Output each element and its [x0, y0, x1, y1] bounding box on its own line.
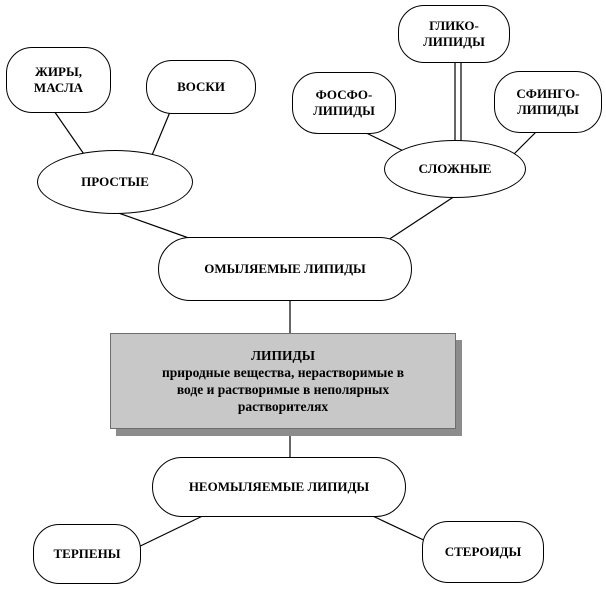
complex-lipids-label: СЛОЖНЫЕ — [418, 161, 492, 176]
connector-complex-saponifiable — [385, 196, 455, 242]
fats-oils-label-line2: МАСЛА — [33, 80, 84, 95]
steroids-box — [422, 521, 544, 583]
glycolipids-label-line2: ЛИПИДЫ — [423, 34, 485, 49]
complex-lipids-ellipse — [384, 140, 526, 198]
terpenes-label: ТЕРПЕНЫ — [53, 546, 121, 561]
phospholipids-label-line1: ФОСФО- — [315, 87, 373, 102]
phospholipids-label-line2: ЛИПИДЫ — [313, 103, 375, 118]
terpenes-box — [33, 524, 141, 584]
glycolipids-label-line1: ГЛИКО- — [429, 18, 479, 33]
sphingolipids-label-line1: СФИНГО- — [516, 86, 580, 101]
connector-waxes-simple — [150, 112, 170, 160]
lipids-definition-line3: растворителях — [237, 399, 329, 414]
sphingolipids-label-line2: ЛИПИДЫ — [517, 102, 579, 117]
saponifiable-lipids-label: ОМЫЛЯЕМЫЕ ЛИПИДЫ — [204, 261, 366, 276]
simple-lipids-label: ПРОСТЫЕ — [81, 174, 149, 189]
waxes-label: ВОСКИ — [177, 79, 225, 94]
unsaponifiable-lipids-box — [152, 457, 406, 517]
unsaponifiable-lipids-label: НЕОМЫЛЯЕМЫЕ ЛИПИДЫ — [188, 479, 370, 494]
sphingolipids-box — [494, 71, 602, 133]
fats-oils-box — [6, 47, 111, 113]
simple-lipids-ellipse — [37, 150, 193, 214]
lipids-title: ЛИПИДЫ — [250, 348, 316, 363]
steroids-label: СТЕРОИДЫ — [444, 544, 522, 559]
glycolipids-box — [398, 5, 510, 63]
fats-oils-label-line1: ЖИРЫ, — [35, 64, 82, 79]
lipids-definition-box — [110, 333, 456, 429]
lipids-definition-line2: воде и растворимые в неполярных — [176, 382, 390, 397]
phospholipids-box — [292, 72, 396, 134]
lipids-definition-line1: природные вещества, нерастворимые в — [162, 365, 404, 380]
waxes-box — [146, 60, 256, 114]
saponifiable-lipids-box — [158, 237, 412, 301]
